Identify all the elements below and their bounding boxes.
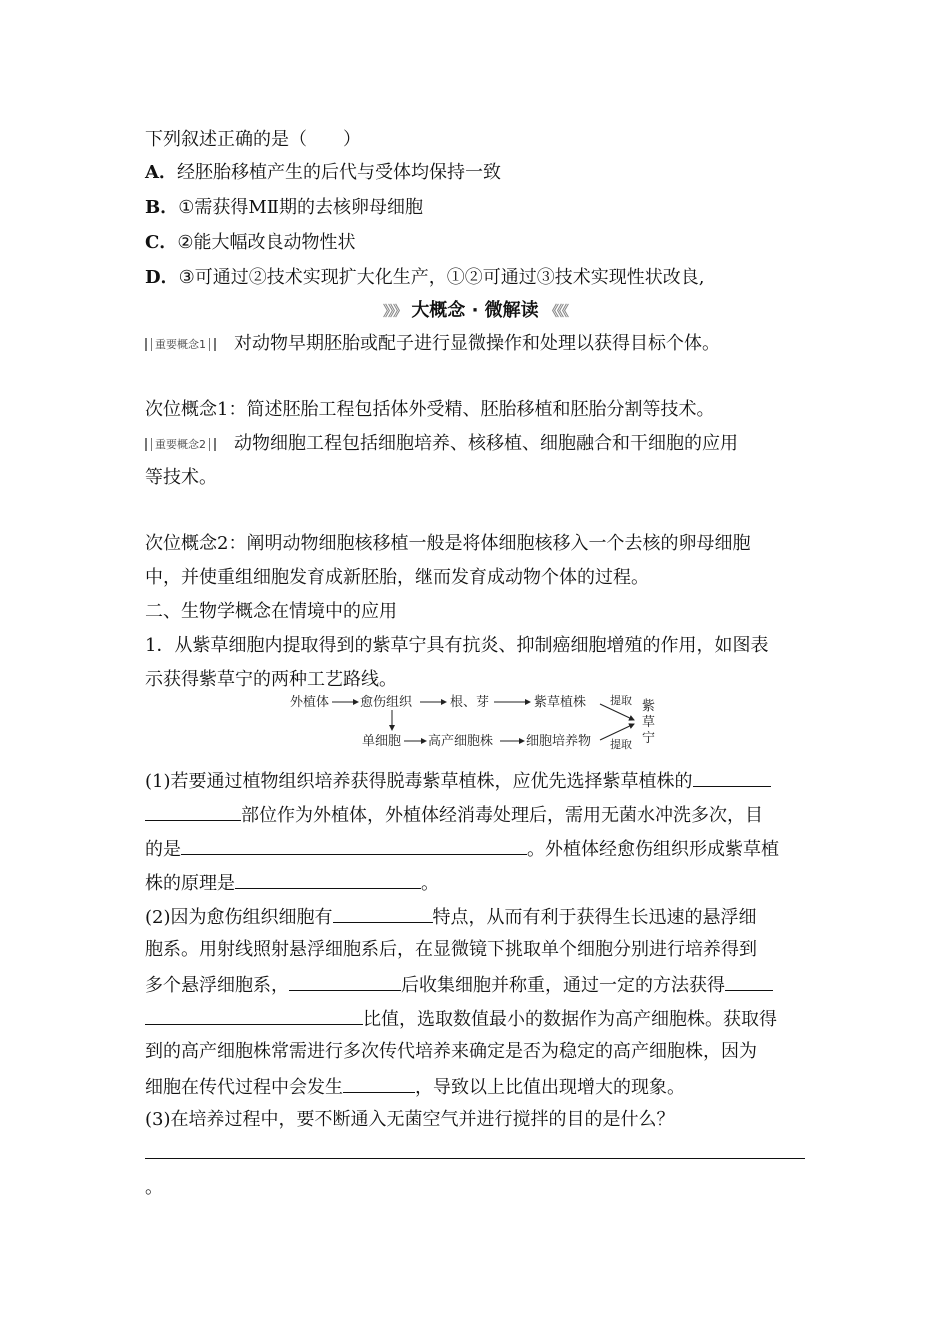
q1-part1-line1: (1)若要通过植物组织培养获得脱毒紫草植株，应优先选择紫草植株的 [145,768,771,794]
answer-blank[interactable] [145,1006,363,1025]
q1-part2-line6: 细胞在传代过程中会发生 ，导致以上比值出现增大的现象。 [145,1074,685,1100]
banner-deco-right: 《《《 [544,304,567,320]
process-diagram [288,690,668,754]
section-heading: 二、生物学概念在情境中的应用 [145,601,397,622]
sub-concept-2-line2: 中，并使重组细胞发育成新胚胎，继而发育成动物个体的过程。 [145,567,649,588]
answer-blank[interactable] [333,904,433,923]
question-1-line1: 1．从紫草细胞内提取得到的紫草宁具有抗炎、抑制癌细胞增殖的作用，如图表 [145,635,769,656]
q1-part1-line2: 部位作为外植体，外植体经消毒处理后，需用无菌水冲洗多次，目 [145,802,763,828]
concept-tag-2: 重要概念2 [145,438,216,451]
diagram-culture: 细胞培养物 [526,734,592,749]
option-a-text: 经胚胎移植产生的后代与受体均保持一致 [176,162,501,183]
q1-part2-line5: 到的高产细胞株常需进行多次传代培养来确定是否为稳定的高产细胞株，因为 [145,1041,757,1062]
option-c-text: ②能大幅改良动物性状 [177,232,356,253]
answer-blank[interactable] [145,1140,805,1159]
option-d-letter: D． [145,267,179,288]
q1-part2-line1: (2)因为愈伤组织细胞有 特点，从而有利于获得生长迅速的悬浮细 [145,904,757,930]
q1-part2-line3: 多个悬浮细胞系， 后收集细胞并称重，通过一定的方法获得 [145,972,773,998]
answer-blank[interactable] [235,870,421,889]
concept-2-line [145,432,738,456]
diagram-product-3: 宁 [642,731,656,746]
question-stem: 下列叙述正确的是（ ） [145,129,361,150]
diagram-explant: 外植体 [290,695,330,710]
diagram-product-1: 紫 [642,699,656,714]
diagram-root-bud: 根、芽 [450,695,490,710]
answer-blank[interactable] [181,836,527,855]
sub-concept-1: 次位概念1：简述胚胎工程包括体外受精、胚胎移植和胚胎分割等技术。 [145,399,715,420]
answer-blank[interactable] [725,972,773,991]
q1-part3-answer [145,1140,805,1166]
option-b-text: ①需获得MⅡ期的去核卵母细胞 [178,197,424,218]
question-1-line2: 示获得紫草宁的两种工艺路线。 [145,669,397,690]
option-d [145,266,704,290]
q1-part3-line1: (3)在培养过程中，要不断通入无菌空气并进行搅拌的目的是什么？ [145,1109,675,1130]
banner-deco-left: 》》》 [383,304,406,320]
answer-blank[interactable] [289,972,401,991]
option-a [145,161,501,185]
diagram-single-cell: 单细胞 [362,734,402,749]
diagram-extract-top: 提取 [610,694,632,707]
option-d-text: ③可通过②技术实现扩大化生产，①②可通过③技术实现性状改良, [178,267,705,288]
concept-tag-1: 重要概念1 [145,338,216,351]
concept-2-cont: 等技术。 [145,467,217,488]
q1-part2-line2: 胞系。用射线照射悬浮细胞系后，在显微镜下挑取单个细胞分别进行培养得到 [145,939,757,960]
banner-title: 大概念 · 微解读 [411,300,539,321]
q1-part2-line4: 比值，选取数值最小的数据作为高产细胞株。获取得 [145,1006,777,1032]
diagram-plant: 紫草植株 [534,695,587,710]
answer-blank[interactable] [693,768,771,787]
concept-1-line [145,332,720,356]
diagram-product-2: 草 [642,715,656,730]
q1-part1-line3: 的是 。外植体经愈伤组织形成紫草植 [145,836,779,862]
option-c [145,231,355,255]
option-b [145,196,423,220]
concept-2-text: 动物细胞工程包括细胞培养、核移植、细胞融合和干细胞的应用 [234,433,738,454]
section-banner [370,296,580,322]
option-c-letter: C． [145,232,178,253]
diagram-extract-bottom: 提取 [610,738,632,751]
answer-blank[interactable] [145,802,241,821]
concept-1-text: 对动物早期胚胎或配子进行显微操作和处理以获得目标个体。 [234,333,720,354]
diagram-callus: 愈伤组织 [360,695,413,710]
q1-part1-line4: 株的原理是 。 [145,870,439,896]
sub-concept-2-line1: 次位概念2：阐明动物细胞核移植一般是将体细胞核移入一个去核的卵母细胞 [145,533,751,554]
q1-part3-end: 。 [145,1177,163,1198]
option-a-letter: A． [145,162,177,183]
option-b-letter: B． [145,197,179,218]
diagram-high-yield: 高产细胞株 [428,734,494,749]
answer-blank[interactable] [343,1074,415,1093]
